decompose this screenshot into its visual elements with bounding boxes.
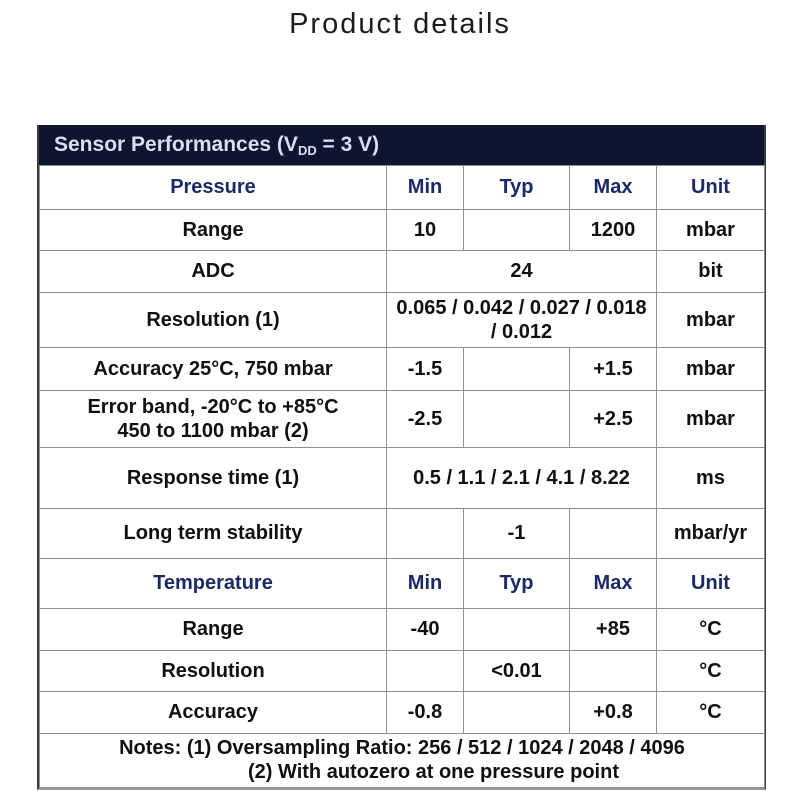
unit-value: bit [657, 251, 765, 293]
min-value [387, 509, 464, 559]
param-label: Resolution (1) [40, 293, 387, 348]
notes [40, 734, 765, 788]
param-label: Range [40, 210, 387, 251]
param-label: Accuracy 25°C, 750 mbar [40, 348, 387, 391]
unit-value: ms [657, 448, 765, 509]
table-row [40, 651, 765, 692]
param-label: ADC [40, 251, 387, 293]
column-header-min: Min [387, 166, 464, 210]
unit-value: °C [657, 692, 765, 734]
unit-value: mbar [657, 210, 765, 251]
unit-value: °C [657, 609, 765, 651]
min-value: -2.5 [387, 391, 464, 448]
param-label: Long term stability [40, 509, 387, 559]
max-value: +2.5 [570, 391, 657, 448]
unit-value: mbar [657, 293, 765, 348]
param-label: Response time (1) [40, 448, 387, 509]
typ-value [464, 609, 570, 651]
min-value: -0.8 [387, 692, 464, 734]
max-value: +0.8 [570, 692, 657, 734]
vdd-subscript: DD [297, 143, 317, 158]
min-value: -40 [387, 609, 464, 651]
table-header-title: Sensor Performances ($V_{DD} = 3$ V) [54, 133, 380, 158]
table-row [40, 251, 765, 293]
min-value: -1.5 [387, 348, 464, 391]
max-value: 1200 [570, 210, 657, 251]
column-header-max: Max [570, 559, 657, 609]
note-line-1: Notes: (1) Oversampling Ratio: 256 / 512 / 1024 / 2048 / 4096 [119, 737, 685, 759]
table-row [40, 293, 765, 348]
min-value [387, 651, 464, 692]
max-value [570, 509, 657, 559]
spec-table [37, 125, 766, 790]
table-row [40, 609, 765, 651]
typ-value [464, 391, 570, 448]
section-label-pressure: Pressure [40, 166, 387, 210]
merged-value: 0.065 / 0.042 / 0.027 / 0.018 / 0.012 [387, 293, 657, 348]
unit-value: mbar/yr [657, 509, 765, 559]
column-header-typ: Typ [464, 559, 570, 609]
table-row [40, 210, 765, 251]
param-label: Error band, -20°C to +85°C 450 to 1100 mbar (2) [40, 391, 387, 448]
merged-value: 24 [387, 251, 657, 293]
max-value: +1.5 [570, 348, 657, 391]
column-header-min: Min [387, 559, 464, 609]
column-header-typ: Typ [464, 166, 570, 210]
param-label: Accuracy [40, 692, 387, 734]
table-row [40, 559, 765, 609]
typ-value [464, 692, 570, 734]
typ-value: <0.01 [464, 651, 570, 692]
typ-value: -1 [464, 509, 570, 559]
param-label: Range [40, 609, 387, 651]
table-row [40, 734, 765, 788]
column-header-unit: Unit [657, 559, 765, 609]
max-value [570, 651, 657, 692]
max-value: +85 [570, 609, 657, 651]
typ-value [464, 348, 570, 391]
table-row [40, 509, 765, 559]
table-row [40, 391, 765, 448]
page-title: Product details [289, 8, 511, 40]
unit-value: mbar [657, 348, 765, 391]
unit-value: mbar [657, 391, 765, 448]
min-value: 10 [387, 210, 464, 251]
table-header-bar [39, 125, 764, 165]
param-label: Resolution [40, 651, 387, 692]
column-header-unit: Unit [657, 166, 765, 210]
note-line-2: (2) With autozero at one pressure point [248, 761, 619, 784]
table-row [40, 348, 765, 391]
unit-value: °C [657, 651, 765, 692]
section-label-temperature: Temperature [40, 559, 387, 609]
table-row [40, 166, 765, 210]
merged-value: 0.5 / 1.1 / 2.1 / 4.1 / 8.22 [387, 448, 657, 509]
typ-value [464, 210, 570, 251]
table-row [40, 692, 765, 734]
column-header-max: Max [570, 166, 657, 210]
table-row [40, 448, 765, 509]
